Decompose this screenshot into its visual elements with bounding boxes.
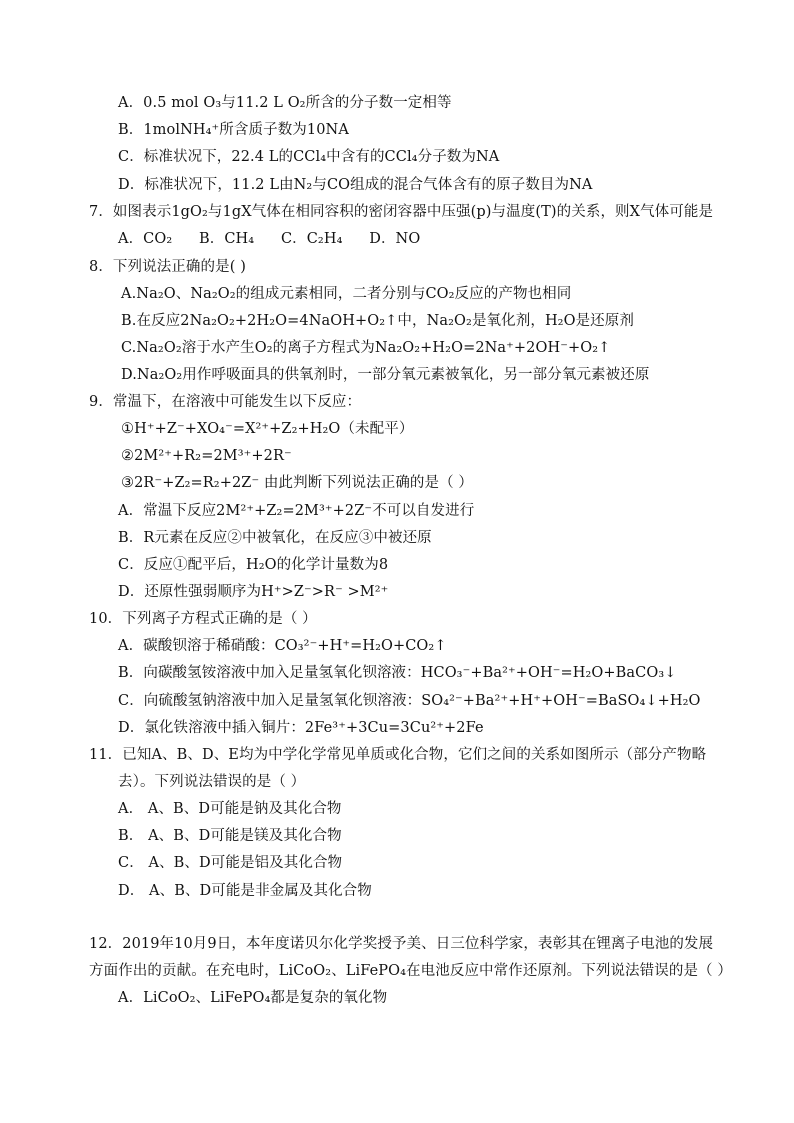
q11-stem-line1: 11．已知A、B、D、E均为中学化学常见单质或化合物，它们之间的关系如图所示（部分产物略 <box>89 747 707 763</box>
q8-stem: 8．下列说法正确的是( ) <box>89 259 246 275</box>
q11-stem-line2: 去）。下列说法错误的是（ ） <box>118 774 306 790</box>
q6-option-c: C．标准状况下，22.4 L的CCl₄中含有的CCl₄分子数为NA <box>118 149 500 165</box>
q6-option-b: B．1molNH₄⁺所含质子数为10NA <box>118 122 349 138</box>
q9-reaction-1: ①H⁺+Z⁻+XO₄⁻=X²⁺+Z₂+H₂O（未配平） <box>121 421 414 437</box>
q7-option-a: A．CO₂ <box>118 231 173 247</box>
q11-option-a: A． A、B、D可能是钠及其化合物 <box>118 801 342 817</box>
q10-option-b: B．向碳酸氢铵溶液中加入足量氢氧化钡溶液：HCO₃⁻+Ba²⁺+OH⁻=H₂O+BaCO₃↓ <box>118 665 677 681</box>
q7-option-d: D．NO <box>369 231 421 247</box>
q10-stem: 10．下列离子方程式正确的是（ ） <box>89 611 317 627</box>
q7-option-c: C．C₂H₄ <box>280 231 343 247</box>
q12-stem-line2: 方面作出的贡献。在充电时，LiCoO₂、LiFePO₄在电池反应中常作还原剂。下列说法错误的是（ ） <box>89 963 732 979</box>
q10-option-d: D．氯化铁溶液中插入铜片：2Fe³⁺+3Cu=3Cu²⁺+2Fe <box>118 720 484 736</box>
q11-option-b: B． A、B、D可能是镁及其化合物 <box>118 828 342 844</box>
q8-option-c: C.Na₂O₂溶于水产生O₂的离子方程式为Na₂O₂+H₂O=2Na⁺+2OH⁻+O₂↑ <box>121 340 611 356</box>
q6-option-a: A．0.5 mol O₃与11.2 L O₂所含的分子数一定相等 <box>118 95 452 111</box>
q12-option-a: A．LiCoO₂、LiFePO₄都是复杂的氧化物 <box>118 990 388 1006</box>
q7-option-b: B．CH₄ <box>199 231 255 247</box>
q10-option-a: A．碳酸钡溶于稀硝酸：CO₃²⁻+H⁺=H₂O+CO₂↑ <box>118 638 447 654</box>
q7-options <box>118 230 442 248</box>
q8-option-b: B.在反应2Na₂O₂+2H₂O=4NaOH+O₂↑中，Na₂O₂是氧化剂，H₂O是还原剂 <box>121 313 634 329</box>
q8-option-a: A.Na₂O、Na₂O₂的组成元素相同，二者分别与CO₂反应的产物也相同 <box>121 286 572 302</box>
q12-stem-line1: 12．2019年10月9日，本年度诺贝尔化学奖授予美、日三位科学家，表彰其在锂离子电池的发展 <box>89 936 714 952</box>
q9-option-c: C．反应①配平后，H₂O的化学计量数为8 <box>118 557 389 573</box>
q9-option-b: B．R元素在反应②中被氧化，在反应③中被还原 <box>118 530 432 546</box>
q9-reaction-2: ②2M²⁺+R₂=2M³⁺+2R⁻ <box>121 448 292 464</box>
q7-stem: 7．如图表示1gO₂与1gX气体在相同容积的密闭容器中压强(p)与温度(T)的关系，则X气体可能是 <box>89 204 714 220</box>
q8-option-d: D.Na₂O₂用作呼吸面具的供氧剂时，一部分氧元素被氧化，另一部分氧元素被还原 <box>121 367 650 383</box>
q6-option-d: D．标准状况下，11.2 L由N₂与CO组成的混合气体含有的原子数目为NA <box>118 177 593 193</box>
q9-reaction-3: ③2R⁻+Z₂=R₂+2Z⁻ 由此判断下列说法正确的是（ ） <box>121 475 474 491</box>
q11-option-d: D． A、B、D可能是非金属及其化合物 <box>118 883 372 899</box>
q10-option-c: C．向硫酸氢钠溶液中加入足量氢氧化钡溶液：SO₄²⁻+Ba²⁺+H⁺+OH⁻=BaSO₄↓+H₂O <box>118 693 701 709</box>
q9-option-a: A．常温下反应2M²⁺+Z₂=2M³⁺+2Z⁻不可以自发进行 <box>118 503 475 519</box>
q9-option-d: D．还原性强弱顺序为H⁺>Z⁻>R⁻ >M²⁺ <box>118 584 389 600</box>
q11-option-c: C． A、B、D可能是铝及其化合物 <box>118 855 343 871</box>
q9-stem: 9．常温下，在溶液中可能发生以下反应： <box>89 394 362 410</box>
